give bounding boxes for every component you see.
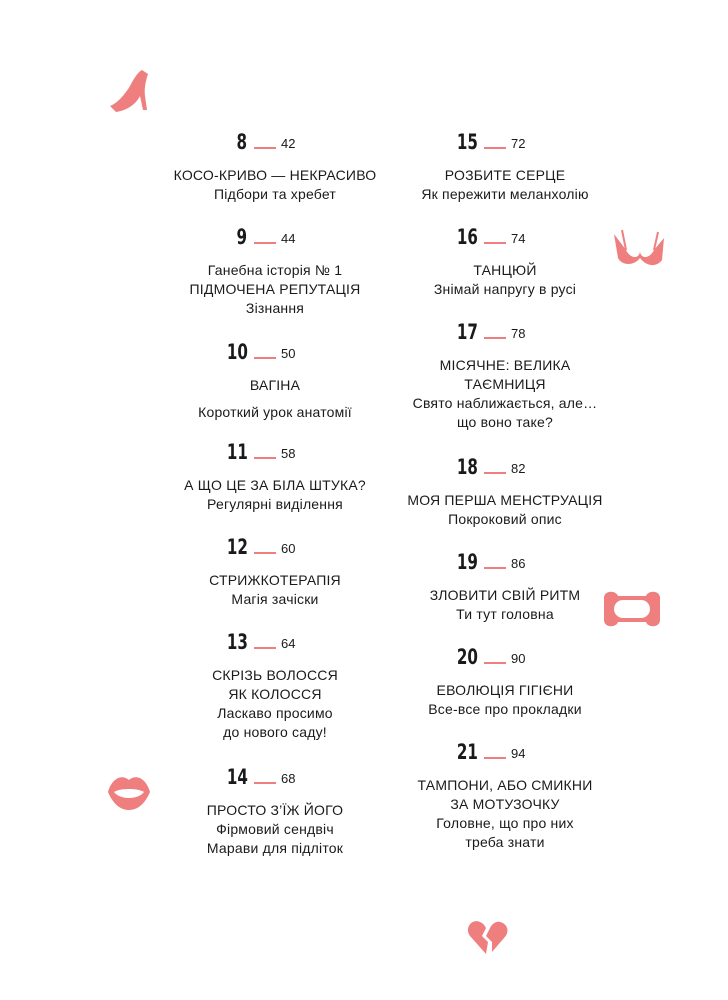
chapter-title: ЗЛОВИТИ СВІЙ РИТМ [429, 587, 581, 603]
dash-divider [484, 757, 506, 759]
dash-divider [484, 567, 506, 569]
chapter-subtitle: Як пережити меланхолію [421, 186, 589, 202]
chapter-number: 12 [226, 535, 248, 559]
chapter-title: ТАЄМНИЦЯ [464, 376, 546, 392]
chapter-title: ЕВОЛЮЦІЯ ГІГІЄНИ [436, 682, 574, 698]
toc-entry-20[interactable] [375, 643, 635, 719]
page-number: 64 [281, 636, 296, 651]
page-number: 58 [281, 446, 296, 461]
chapter-subtitle: Підбори та хребет [214, 186, 336, 202]
chapter-title: ТАМПОНИ, АБО СМИКНИ [417, 777, 593, 793]
chapter-number: 20 [456, 645, 478, 669]
broken-heart-icon [466, 918, 510, 958]
toc-entry-11[interactable] [145, 438, 405, 514]
toc-entry-19[interactable] [375, 548, 635, 624]
chapter-number: 10 [226, 340, 248, 364]
toc-entry-10[interactable] [145, 338, 405, 422]
dash-divider [254, 782, 276, 784]
dash-divider [254, 147, 276, 149]
chapter-subtitle: Головне, що про них [436, 815, 574, 831]
page-number: 50 [281, 346, 296, 361]
page-number: 44 [281, 231, 296, 246]
toc-entry-12[interactable] [145, 533, 405, 609]
chapter-number: 16 [456, 225, 478, 249]
page-number: 74 [511, 231, 526, 246]
chapter-subtitle: треба знати [465, 834, 545, 850]
page-number: 42 [281, 136, 296, 151]
high-heel-shoe-icon [106, 66, 154, 116]
page-number: 72 [511, 136, 526, 151]
chapter-title: СКРІЗЬ ВОЛОССЯ [212, 667, 338, 683]
page-number: 60 [281, 541, 296, 556]
dash-divider [484, 662, 506, 664]
chapter-subtitle: Марави для підліток [206, 840, 344, 856]
dash-divider [484, 337, 506, 339]
chapter-subtitle: Короткий урок анатомії [198, 404, 352, 420]
dash-divider [254, 242, 276, 244]
chapter-title: ВАГІНА [249, 377, 301, 393]
chapter-subtitle: Ти тут головна [456, 606, 554, 622]
page-number: 86 [511, 556, 526, 571]
chapter-subtitle: Фірмовий сендвіч [216, 821, 334, 837]
toc-entry-9[interactable] [145, 223, 405, 318]
chapter-subtitle: Знімай напругу в русі [433, 281, 577, 297]
page-number: 82 [511, 461, 526, 476]
chapter-title: ЯК КОЛОССЯ [228, 686, 322, 702]
toc-entry-8[interactable] [145, 128, 405, 204]
toc-entry-13[interactable] [145, 628, 405, 742]
chapter-subtitle: Зізнання [245, 300, 305, 316]
chapter-number: 17 [456, 320, 478, 344]
chapter-title: СТРИЖКОТЕРАПІЯ [209, 572, 341, 588]
chapter-title: ПРОСТО З’ЇЖ ЙОГО [206, 802, 344, 818]
chapter-subtitle: Регулярні виділення [207, 496, 343, 512]
chapter-title: КОСО-КРИВО — НЕКРАСИВО [173, 167, 377, 183]
chapter-number: 13 [226, 630, 248, 654]
chapter-title: МОЯ ПЕРША МЕНСТРУАЦІЯ [407, 492, 603, 508]
chapter-subtitle: Все-все про прокладки [428, 701, 582, 717]
chapter-number: 11 [226, 440, 248, 464]
chapter-title: А ЩО ЦЕ ЗА БІЛА ШТУКА? [184, 477, 366, 493]
dash-divider [254, 457, 276, 459]
chapter-number: 8 [236, 130, 247, 154]
page-number: 68 [281, 771, 296, 786]
chapter-title: ПІДМОЧЕНА РЕПУТАЦІЯ [189, 281, 361, 297]
chapter-number: 21 [456, 740, 478, 764]
chapter-number: 9 [236, 225, 247, 249]
toc-entry-18[interactable] [375, 453, 635, 529]
dash-divider [484, 147, 506, 149]
toc-entry-15[interactable] [375, 128, 635, 204]
chapter-number: 15 [456, 130, 478, 154]
chapter-title: РОЗБИТЕ СЕРЦЕ [444, 167, 566, 183]
dash-divider [254, 357, 276, 359]
toc-entry-16[interactable] [375, 223, 635, 299]
chapter-subtitle: Ласкаво просимо [217, 705, 333, 721]
chapter-subtitle: Магія зачіски [231, 591, 319, 607]
page-number: 78 [511, 326, 526, 341]
toc-entry-21[interactable] [375, 738, 635, 852]
page-number: 94 [511, 746, 526, 761]
dash-divider [254, 552, 276, 554]
chapter-number: 19 [456, 550, 478, 574]
chapter-title: ТАНЦЮЙ [473, 262, 537, 278]
toc-entry-17[interactable] [375, 318, 635, 432]
dash-divider [484, 242, 506, 244]
chapter-number: 14 [226, 765, 248, 789]
chapter-title: Ганебна історія № 1 [207, 262, 343, 278]
chapter-title: МІСЯЧНЕ: ВЕЛИКА [439, 357, 571, 373]
chapter-subtitle: до нового саду! [223, 724, 327, 740]
chapter-subtitle: Покроковий опис [448, 511, 562, 527]
toc-entry-14[interactable] [145, 763, 405, 858]
chapter-number: 18 [456, 455, 478, 479]
dash-divider [254, 647, 276, 649]
page-number: 90 [511, 651, 526, 666]
chapter-title: ЗА МОТУЗОЧКУ [450, 796, 560, 812]
chapter-subtitle: Свято наближається, але… [412, 395, 598, 411]
chapter-subtitle: що воно таке? [456, 414, 553, 430]
dash-divider [484, 472, 506, 474]
